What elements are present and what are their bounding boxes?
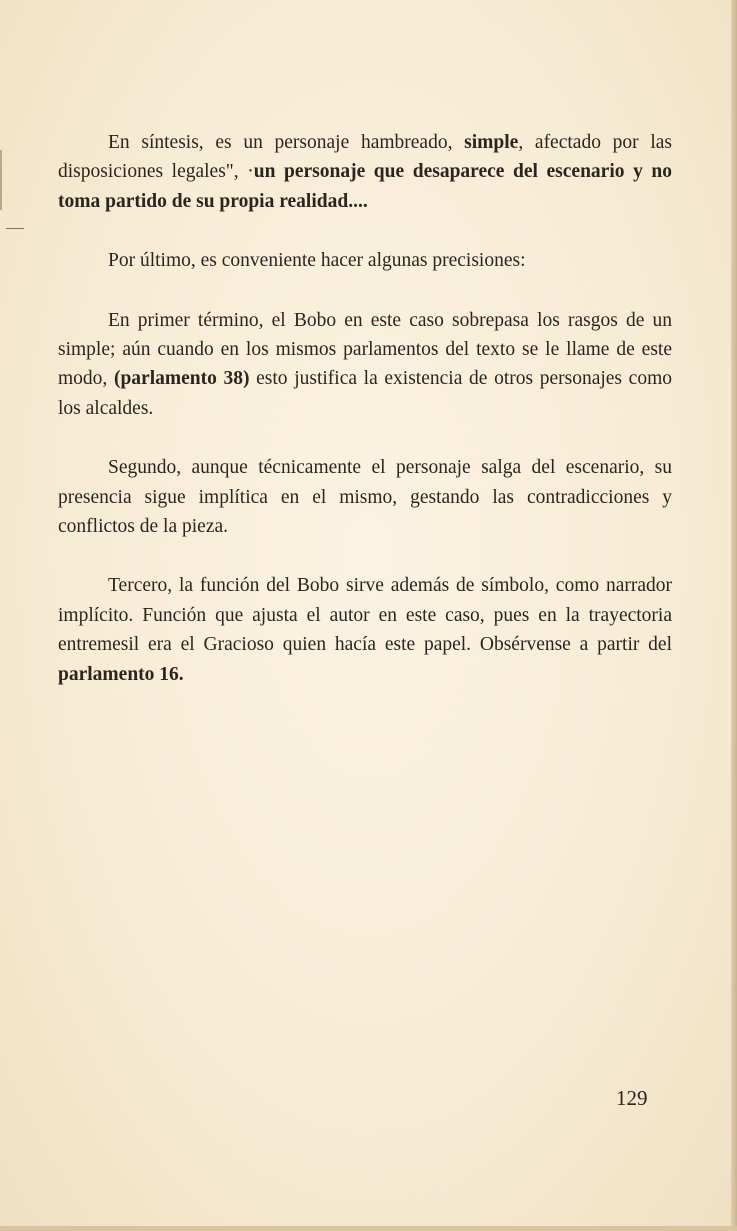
- text-segment: En primer término, el Bobo en este caso sobrepasa los rasgos de un simple; aún cuando en los mismos parlamentos del texto se le llame de este modo,: [58, 309, 672, 390]
- page-edge-right: [731, 0, 737, 1231]
- bold-segment: un personaje que desaparece del escenario y no toma partido de su propia realidad....: [58, 161, 672, 212]
- margin-dash-mark: [6, 228, 24, 229]
- page-number: 129: [616, 1086, 648, 1110]
- text-segment: En síntesis, es un personaje hambreado,: [108, 132, 465, 153]
- paragraph-2: [58, 246, 672, 275]
- page-edge-bottom: [0, 1226, 737, 1231]
- bold-segment: simple: [464, 132, 519, 153]
- text-segment: Segundo, aunque técnicamente el personaje salga del escenario, su presencia sigue implítica en el mismo, gestando las contradicciones y conflictos de la pieza.: [58, 457, 672, 538]
- text-segment: esto justifica la existencia de otros personajes como los alcaldes.: [58, 368, 672, 419]
- text-segment: Por último, es conveniente hacer algunas precisiones:: [108, 250, 526, 272]
- text-segment: , afectado por las disposiciones legales", ·: [58, 132, 673, 183]
- paragraph-1: [58, 128, 672, 216]
- paragraph-4: [58, 453, 672, 541]
- bold-segment: (parlamento 38): [113, 368, 250, 390]
- page-edge-left-mark: [0, 150, 2, 210]
- body-text: [58, 128, 672, 719]
- bold-segment: parlamento 16.: [58, 663, 184, 685]
- paragraph-5: [58, 571, 672, 689]
- paragraph-3: [58, 306, 672, 424]
- text-segment: Tercero, la función del Bobo sirve además de símbolo, como narrador implícito. Función que ajusta el autor en este caso, pues en la trayectoria entremesil era el Gracioso quien hacía este papel. Obsérvense a partir del: [58, 575, 672, 656]
